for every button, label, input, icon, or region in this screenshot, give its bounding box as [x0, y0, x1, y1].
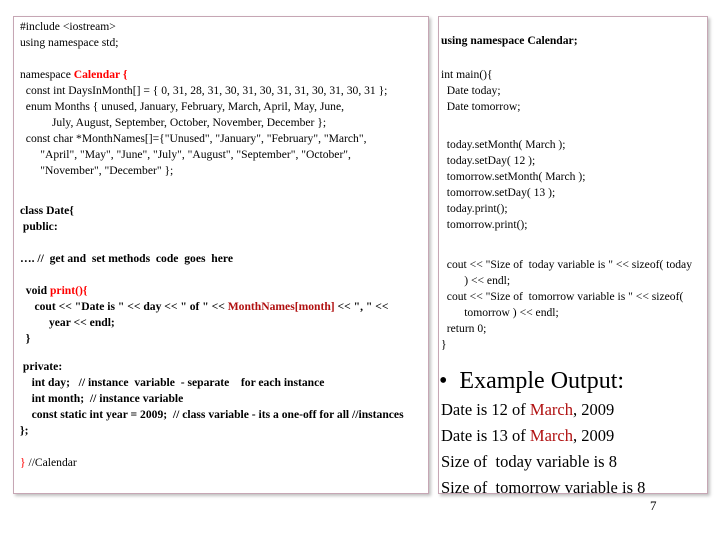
day-field: int day; // instance variable - separate for each instance — [20, 376, 325, 389]
set-line: tomorrow.setDay( 13 ); — [441, 186, 556, 199]
print-call-line: today.print(); — [441, 202, 508, 215]
public-label: public: — [20, 220, 58, 233]
sizeof-line: cout << "Size of today variable is " << sizeof( today — [441, 258, 693, 271]
bullet-icon: • — [439, 368, 448, 394]
output-text: Date is 13 of — [441, 426, 530, 445]
cout-part-a: cout << "Date is " << day << " of " << — [20, 300, 228, 313]
left-code-panel — [13, 16, 429, 494]
output-month: March — [529, 400, 573, 419]
sizeof-line: tomorrow ) << endl; — [441, 306, 559, 319]
main-header — [441, 67, 521, 115]
set-line: today.setMonth( March ); — [441, 138, 566, 151]
output-month: March — [529, 426, 573, 445]
month-names-line-2: "April", "May", "June", "July", "August", "September", "October", — [20, 148, 351, 161]
using-std-line: using namespace std; — [20, 36, 119, 49]
set-line: tomorrow.setMonth( March ); — [441, 170, 586, 183]
methods-comment: …. // get and set methods code goes here — [20, 252, 233, 265]
print-method — [20, 283, 388, 347]
setter-block — [441, 137, 585, 233]
example-output-heading — [439, 367, 624, 395]
tomorrow-decl: Date tomorrow; — [441, 100, 521, 113]
output-line-3: Size of today variable is 8 — [441, 452, 617, 471]
void-keyword: void — [20, 284, 50, 297]
print-method-name: print(){ — [49, 284, 88, 297]
cout-part-b: << ", " << — [334, 300, 389, 313]
class-decl: class Date{ — [20, 204, 74, 217]
namespace-end — [20, 455, 77, 471]
output-line-1 — [441, 397, 614, 423]
month-names-ref: MonthNames[month] — [227, 300, 335, 313]
include-block — [20, 19, 119, 51]
namespace-name: Calendar { — [73, 68, 128, 81]
output-text: Date is 12 of — [441, 400, 530, 419]
set-line: today.setDay( 12 ); — [441, 154, 536, 167]
output-year: , 2009 — [572, 426, 615, 445]
include-line: #include <iostream> — [20, 20, 116, 33]
return-line: return 0; — [441, 322, 487, 335]
namespace-keyword: namespace — [20, 68, 74, 81]
days-in-month-line: const int DaysInMonth[] = { 0, 31, 28, 31, 30, 31, 30, 31, 31, 30, 31, 30, 31 }; — [20, 84, 388, 97]
enum-line-2: July, August, September, October, November, December }; — [20, 116, 327, 129]
private-label: private: — [20, 360, 63, 373]
sizeof-line: cout << "Size of tomorrow variable is " << sizeof( — [441, 290, 684, 303]
month-names-line-3: "November", "December" }; — [20, 164, 174, 177]
print-close-brace: } — [20, 332, 31, 345]
month-field: int month; // instance variable — [20, 392, 184, 405]
main-decl: int main(){ — [441, 68, 493, 81]
namespace-close-brace: } — [20, 456, 26, 469]
sizeof-line: ) << endl; — [441, 274, 511, 287]
class-header — [20, 203, 74, 235]
output-line-2 — [441, 423, 614, 449]
class-end: }; — [20, 424, 29, 437]
example-output-title: Example Output: — [459, 368, 625, 394]
using-calendar-line: using namespace Calendar; — [441, 34, 578, 47]
right-code-panel — [438, 16, 708, 497]
page-number: 7 — [650, 498, 657, 513]
namespace-block — [20, 67, 387, 179]
private-block — [20, 359, 404, 439]
output-year: , 2009 — [572, 400, 615, 419]
month-names-line-1: const char *MonthNames[]={"Unused", "January", "February", "March", — [20, 132, 367, 145]
output-line-4: Size of tomorrow variable is 8 — [441, 478, 646, 497]
year-field: const static int year = 2009; // class variable - its a one-off for all //instances — [20, 408, 404, 421]
enum-line-1: enum Months { unused, January, February, March, April, May, June, — [20, 100, 345, 113]
print-call-line: tomorrow.print(); — [441, 218, 528, 231]
namespace-end-comment: //Calendar — [25, 456, 77, 469]
sizeof-block — [441, 257, 692, 353]
today-decl: Date today; — [441, 84, 501, 97]
main-close-brace: } — [441, 338, 447, 351]
cout-part-c: year << endl; — [20, 316, 115, 329]
